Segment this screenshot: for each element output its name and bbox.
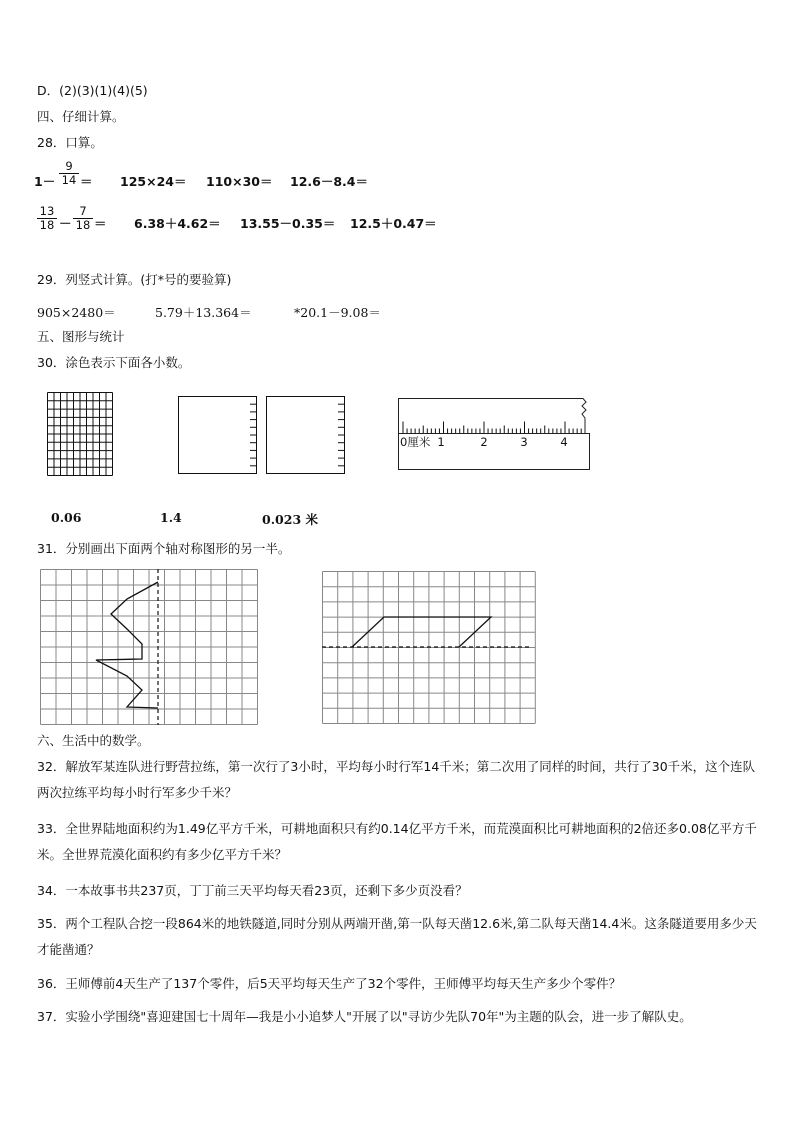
q32-text: 32．解放军某连队进行野营拉练，第一次行了3小时，平均每小时行军14千米；第二次用了同样的时间，共行了30千米，这个连队两次拉练平均每小时行军多少千米？ — [37, 759, 756, 800]
q28-title: 28．口算。 — [37, 135, 103, 150]
q28-r1-fraction — [59, 160, 79, 187]
q29-item-1: 905×2480＝ — [37, 305, 116, 320]
section-5-heading: 五、图形与统计 — [37, 329, 125, 344]
q28-r2-minus: － — [59, 216, 72, 231]
option-d: D．(2)(3)(1)(4)(5) — [37, 83, 148, 98]
fraction-denominator: 18 — [75, 218, 91, 232]
q36-text: 36．王师傅前4天生产了137个零件，后5天平均每天生产了32个零件，王师傅平均每天生产多少个零件？ — [37, 976, 622, 991]
q28-r2-fraction-1 — [37, 205, 57, 232]
hundred-grid — [47, 392, 113, 476]
q28-r1-item-2: 110×30＝ — [206, 174, 273, 189]
q28-r2-fraction-2 — [73, 205, 93, 232]
tenth-square-2 — [266, 396, 346, 474]
section-4-heading: 四、仔细计算。 — [37, 109, 125, 124]
q31-title: 31．分别画出下面两个轴对称图形的另一半。 — [37, 541, 291, 556]
q30-label-1: 0.06 — [51, 510, 82, 525]
q29-item-3: *20.1－9.08＝ — [294, 305, 381, 320]
ruler-label-4: 4 — [560, 435, 568, 449]
centimeter-ruler — [398, 398, 590, 470]
fraction-numerator: 9 — [59, 160, 79, 174]
fraction-numerator: 13 — [37, 205, 57, 219]
q30-label-3: 0.023 米 — [262, 512, 318, 527]
q28-r1-lead: 1－ — [34, 174, 56, 189]
q28-r1-item-3: 12.6－8.4＝ — [290, 174, 368, 189]
ruler-label-3: 3 — [520, 435, 528, 449]
q34-text: 34．一本故事书共237页，丁丁前三天平均每天看23页，还剩下多少页没看？ — [37, 883, 468, 898]
fraction-denominator: 14 — [61, 173, 77, 187]
ruler-label-2: 2 — [480, 435, 488, 449]
q28-r2-equals: ＝ — [94, 216, 107, 231]
ruler-unit-label: 0厘米 — [400, 435, 431, 449]
q30-label-2: 1.4 — [160, 510, 182, 525]
fraction-denominator: 18 — [39, 218, 55, 232]
tenth-square-1 — [178, 396, 258, 474]
symmetry-grid-left — [40, 569, 258, 725]
q28-r2-item-1: 6.38＋4.62＝ — [134, 216, 221, 231]
square-outline — [179, 397, 257, 474]
q30-title: 30．涂色表示下面各小数。 — [37, 355, 191, 370]
q28-r1-equals: ＝ — [80, 174, 93, 189]
q35-text: 35．两个工程队合挖一段864米的地铁隧道,同时分别从两端开凿,第一队每天凿12.6米,第二队每天凿14.4米。这条隧道要用多少天才能凿通？ — [37, 916, 757, 957]
q28-r2-item-3: 12.5＋0.47＝ — [350, 216, 437, 231]
fraction-numerator: 7 — [73, 205, 93, 219]
q28-r2-item-2: 13.55－0.35＝ — [240, 216, 336, 231]
q33-text: 33．全世界陆地面积约为1.49亿平方千米，可耕地面积只有约0.14亿平方千米，而荒漠面积比可耕地面积的2倍还多0.08亿平方千米。全世界荒漠化面积约有多少亿平方千米？ — [37, 821, 757, 862]
section-6-heading: 六、生活中的数学。 — [37, 733, 150, 748]
q29-item-2: 5.79＋13.364＝ — [155, 305, 252, 320]
symmetry-grid-right — [322, 571, 539, 725]
q37-text: 37．实验小学围绕"喜迎建国七十周年—我是小小追梦人"开展了以"寻访少先队70年"为主题的队会，进一步了解队史。 — [37, 1009, 692, 1024]
square-outline — [267, 397, 345, 474]
ruler-label-1: 1 — [437, 435, 445, 449]
q29-title: 29．列竖式计算。(打*号的要验算) — [37, 272, 232, 287]
grid-lines — [41, 570, 258, 725]
q28-r1-item-1: 125×24＝ — [120, 174, 187, 189]
